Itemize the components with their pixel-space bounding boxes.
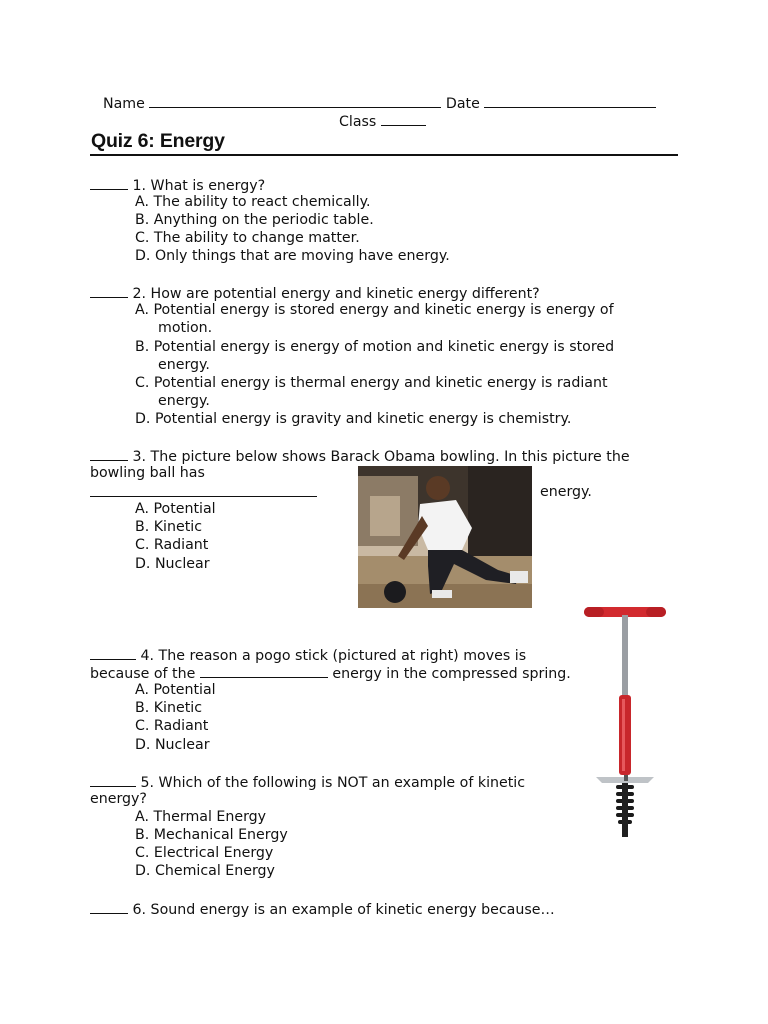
question-4-prompt-line2a: because of the	[90, 666, 196, 682]
question-4-line2	[90, 663, 571, 683]
question-5-prompt-line2: energy?	[90, 791, 147, 807]
question-5-option-a: A. Thermal Energy	[135, 809, 267, 825]
name-label: Name	[103, 96, 145, 112]
question-1-option-c: C. The ability to change matter.	[135, 230, 360, 246]
question-6-prompt: 6. Sound energy is an example of kinetic energy because…	[132, 902, 555, 918]
question-1-option-d: D. Only things that are moving have energy.	[135, 248, 450, 264]
question-4	[90, 645, 526, 665]
answer-blank-3[interactable]	[90, 446, 128, 461]
question-2-option-b: B. Potential energy is energy of motion and kinetic energy is stored	[135, 339, 615, 355]
question-3-option-d: D. Nuclear	[135, 556, 210, 572]
question-5-option-c: C. Electrical Energy	[135, 845, 274, 861]
question-5-prompt-line1: 5. Which of the following is NOT an example of kinetic	[140, 775, 526, 791]
question-5-option-d: D. Chemical Energy	[135, 863, 275, 879]
answer-blank-4[interactable]	[90, 645, 136, 660]
name-field[interactable]	[149, 93, 441, 108]
answer-blank-2[interactable]	[90, 283, 128, 298]
class-field[interactable]	[381, 111, 426, 126]
question-3-prompt-tail: energy.	[540, 484, 592, 500]
date-field[interactable]	[484, 93, 656, 108]
page-title: Quiz 6: Energy	[91, 130, 225, 152]
date-label: Date	[445, 96, 480, 112]
question-4-option-c: C. Radiant	[135, 718, 209, 734]
question-3-prompt-line2: bowling ball has	[90, 465, 205, 481]
question-1	[90, 175, 265, 195]
question-2-option-b-cont: energy.	[158, 357, 210, 373]
question-5-option-b: B. Mechanical Energy	[135, 827, 288, 843]
question-5	[90, 772, 525, 792]
pogo-stick-image	[580, 603, 670, 839]
question-6	[90, 899, 555, 919]
class-label: Class	[339, 114, 377, 130]
question-1-option-b: B. Anything on the periodic table.	[135, 212, 374, 228]
question-2-option-a: A. Potential energy is stored energy and kinetic energy is energy of	[135, 302, 614, 318]
answer-blank-1[interactable]	[90, 175, 128, 190]
question-4-option-d: D. Nuclear	[135, 737, 210, 753]
question-3	[90, 446, 630, 466]
title-divider	[90, 154, 678, 156]
question-3-option-c: C. Radiant	[135, 537, 209, 553]
question-4-option-b: B. Kinetic	[135, 700, 203, 716]
question-3-option-b: B. Kinetic	[135, 519, 203, 535]
class-line	[339, 111, 426, 131]
answer-blank-5[interactable]	[90, 772, 136, 787]
question-2-option-a-cont: motion.	[158, 320, 213, 336]
question-1-prompt: 1. What is energy?	[132, 178, 266, 194]
question-2-option-c: C. Potential energy is thermal energy and kinetic energy is radiant	[135, 375, 608, 391]
question-1-option-a: A. The ability to react chemically.	[135, 194, 371, 210]
header-line	[103, 93, 656, 113]
question-4-fill-blank[interactable]	[200, 663, 328, 678]
answer-blank-6[interactable]	[90, 899, 128, 914]
question-4-prompt-line1: 4. The reason a pogo stick (pictured at right) moves is	[140, 648, 527, 664]
bowling-photo	[358, 466, 532, 608]
question-3-prompt-line1: 3. The picture below shows Barack Obama bowling. In this picture the	[132, 449, 630, 465]
question-4-prompt-line2b: energy in the compressed spring.	[332, 666, 571, 682]
question-3-option-a: A. Potential	[135, 501, 216, 517]
question-2	[90, 283, 540, 303]
question-4-option-a: A. Potential	[135, 682, 216, 698]
question-2-option-c-cont: energy.	[158, 393, 210, 409]
question-3-fill-blank[interactable]	[90, 482, 317, 502]
question-2-option-d: D. Potential energy is gravity and kinetic energy is chemistry.	[135, 411, 572, 427]
question-2-prompt: 2. How are potential energy and kinetic energy different?	[132, 286, 540, 302]
